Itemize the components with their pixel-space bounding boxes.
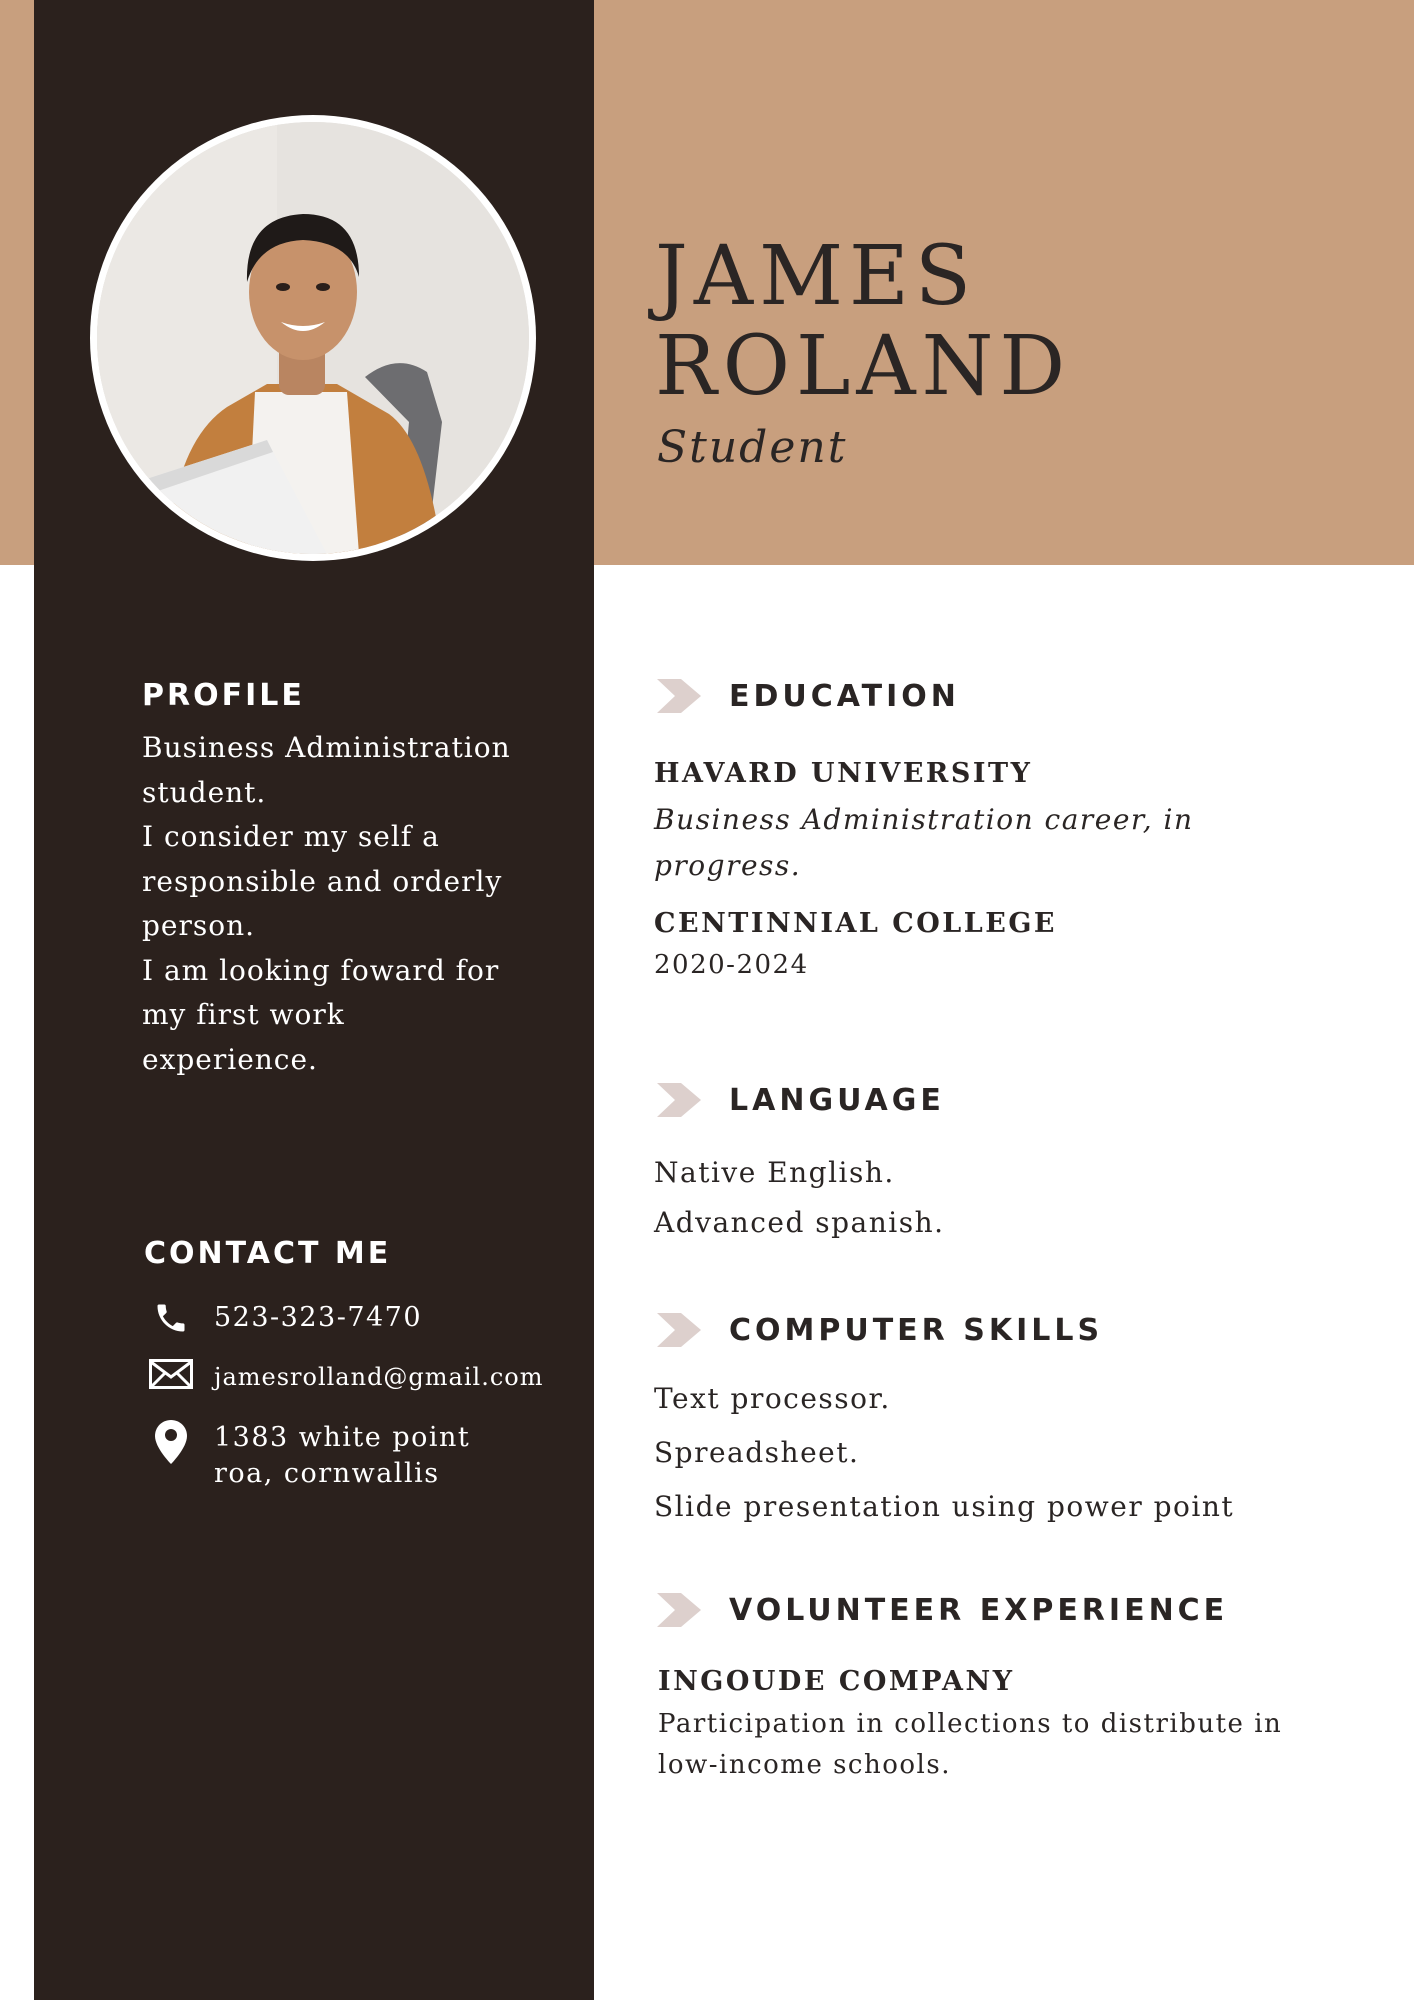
education-entry-line: 2020-2024 xyxy=(654,950,809,980)
student-portrait-illustration xyxy=(97,122,529,554)
education-entry-line: progress. xyxy=(654,849,802,882)
contact-email-row xyxy=(142,1359,544,1395)
language-section-header xyxy=(655,1081,945,1119)
language-list xyxy=(654,1148,945,1248)
last-name: ROLAND xyxy=(655,319,1072,414)
candidate-role: Student xyxy=(657,422,848,473)
computer-skill-item: Spreadsheet. xyxy=(654,1436,860,1469)
profile-photo-image xyxy=(97,122,529,554)
profile-heading: PROFILE xyxy=(142,678,305,713)
profile-line: I am looking foward for xyxy=(142,953,500,987)
education-heading: EDUCATION xyxy=(729,678,960,714)
profile-line: person. xyxy=(142,909,256,942)
chevron-right-icon xyxy=(655,1081,703,1119)
profile-line: responsible and orderly xyxy=(142,864,503,898)
profile-line: I consider my self a xyxy=(142,820,440,853)
volunteer-heading: VOLUNTEER EXPERIENCE xyxy=(729,1592,1229,1628)
profile-line: my first work xyxy=(142,998,345,1031)
language-item: Native English. xyxy=(654,1156,895,1189)
profile-text xyxy=(142,726,532,1082)
profile-line: student. xyxy=(142,775,267,809)
first-name: JAMES xyxy=(655,229,978,324)
volunteer-entry-description xyxy=(658,1704,1282,1786)
candidate-name xyxy=(655,229,1072,414)
address-line: 1383 white point xyxy=(214,1422,471,1453)
contact-email[interactable]: jamesrolland@gmail.com xyxy=(214,1363,544,1391)
mail-icon xyxy=(142,1359,200,1389)
contact-address-row xyxy=(142,1420,470,1492)
chevron-right-icon xyxy=(655,1591,703,1629)
address-line: roa, cornwallis xyxy=(214,1458,440,1489)
computer-skill-item: Text processor. xyxy=(654,1382,891,1415)
education-entry-line: Business Administration career, in xyxy=(654,803,1194,836)
education-entry-description xyxy=(654,948,809,982)
volunteer-entry-line: low-income schools. xyxy=(658,1750,951,1780)
computer-skills-section-header xyxy=(655,1311,1103,1349)
profile-line: Business Administration xyxy=(142,731,511,764)
phone-icon xyxy=(142,1300,200,1336)
volunteer-section-header xyxy=(655,1591,1228,1629)
computer-skills-heading: COMPUTER SKILLS xyxy=(729,1312,1104,1348)
profile-photo xyxy=(90,115,536,561)
education-entry-title: CENTINNIAL COLLEGE xyxy=(654,908,1057,939)
language-item: Advanced spanish. xyxy=(654,1206,945,1239)
contact-phone[interactable]: 523-323-7470 xyxy=(214,1302,423,1333)
language-heading: LANGUAGE xyxy=(729,1082,945,1118)
computer-skills-list xyxy=(654,1372,1234,1534)
volunteer-entry-title: INGOUDE COMPANY xyxy=(658,1666,1015,1697)
profile-line: experience. xyxy=(142,1042,318,1076)
volunteer-entry-line: Participation in collections to distribute in xyxy=(658,1709,1283,1739)
contact-heading: CONTACT ME xyxy=(144,1236,392,1271)
location-pin-icon xyxy=(142,1420,200,1464)
education-entry-description xyxy=(654,797,1194,889)
chevron-right-icon xyxy=(655,677,703,715)
education-entry-title: HAVARD UNIVERSITY xyxy=(654,758,1033,789)
education-section-header xyxy=(655,677,960,715)
contact-address xyxy=(214,1420,470,1492)
contact-phone-row xyxy=(142,1300,422,1336)
chevron-right-icon xyxy=(655,1311,703,1349)
computer-skill-item: Slide presentation using power point xyxy=(654,1490,1235,1523)
